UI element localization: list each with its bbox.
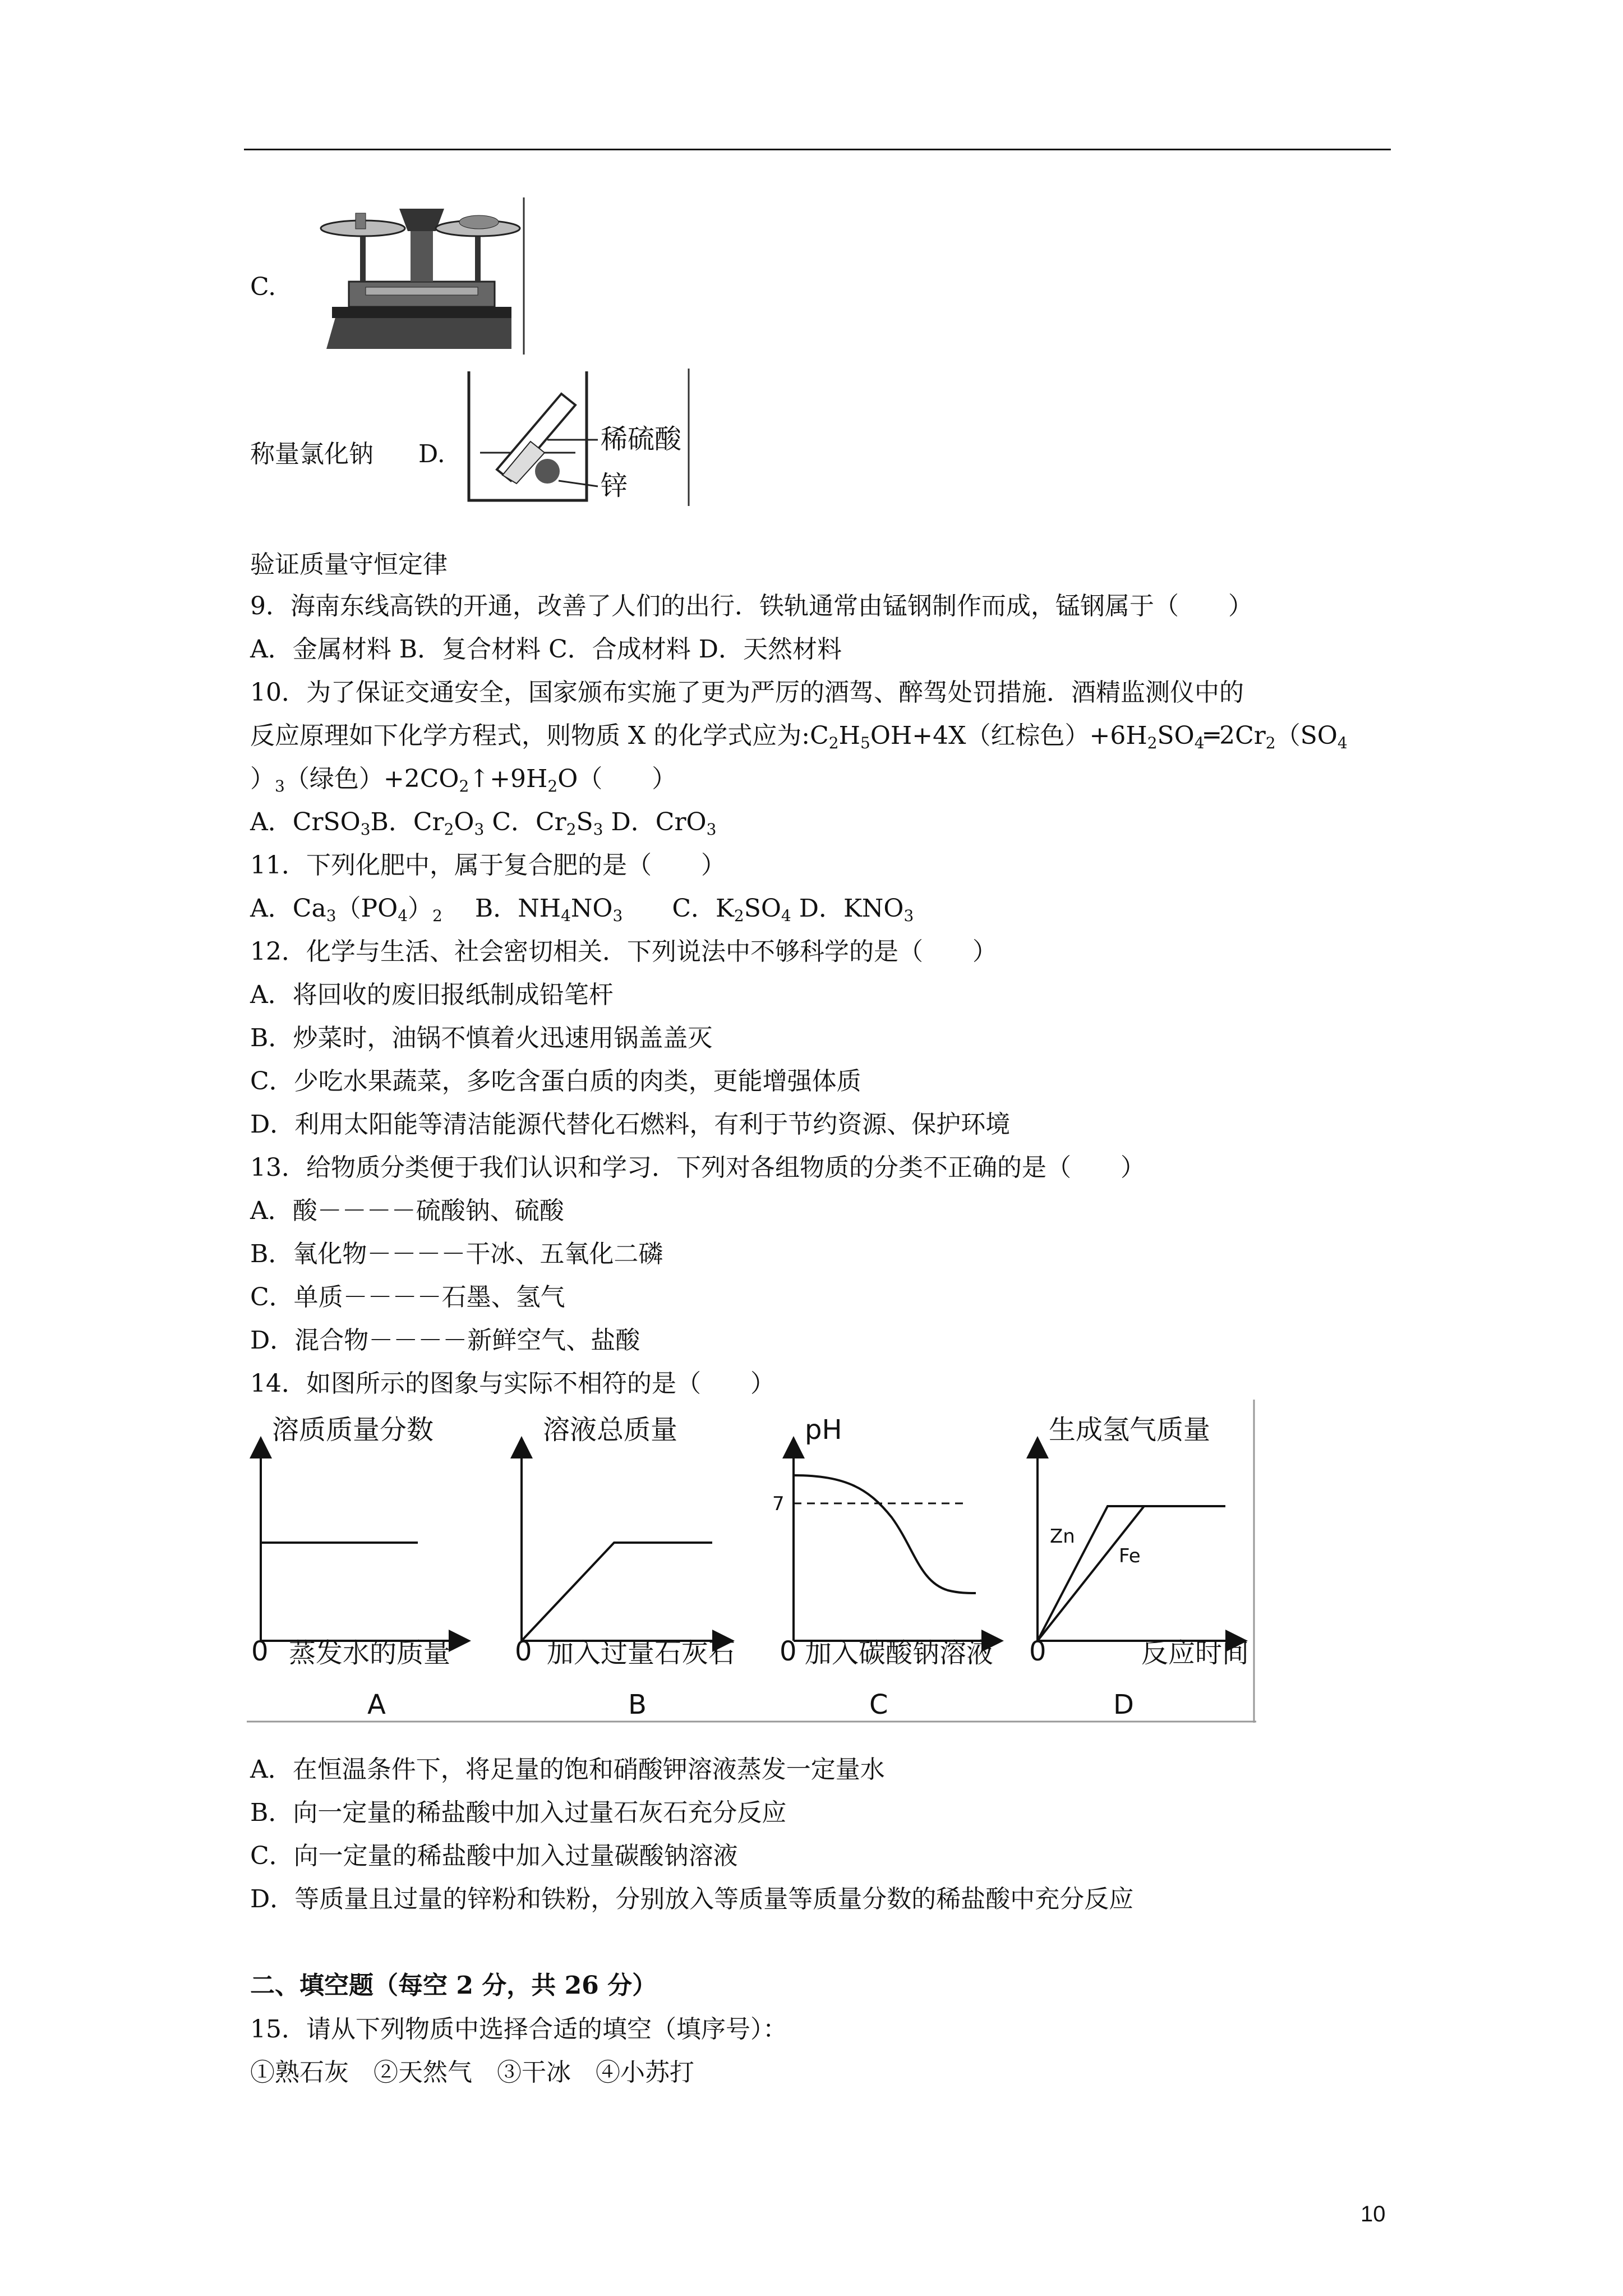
graph-c-origin: 0 bbox=[780, 1636, 797, 1667]
graph-d-letter: D bbox=[1113, 1689, 1134, 1720]
q14-option-b: B．向一定量的稀盐酸中加入过量石灰石充分反应 bbox=[250, 1798, 787, 1827]
graph-a-xlabel: 蒸发水的质量 bbox=[289, 1637, 451, 1669]
q11-options: A．$Ca_3(PO_4)_2$ B．$NH_4NO_3$ C．$K_2SO_4$ D．$KNO_3$ bbox=[250, 894, 914, 925]
graph-a-ylabel: 溶质质量分数 bbox=[272, 1414, 434, 1446]
graph-c-tick-7: 7 bbox=[772, 1493, 785, 1515]
graph-c-xlabel: 加入碳酸钠溶液 bbox=[805, 1637, 994, 1669]
graph-c-ylabel: pH bbox=[805, 1414, 842, 1446]
q10-options: A．CrSO$_3$B．$Cr_2O_3$ C．$Cr_2S_3$ D．CrO$_3$ bbox=[250, 808, 717, 839]
page-number: 10 bbox=[1361, 2202, 1386, 2226]
q12-option-c: C．少吃水果蔬菜，多吃含蛋白质的肉类，更能增强体质 bbox=[250, 1067, 861, 1096]
graph-d-series-zn: Zn bbox=[1050, 1525, 1075, 1548]
q12-option-b: B．炒菜时，油锅不慎着火迅速用锅盖盖灭 bbox=[250, 1024, 713, 1052]
q13-option-a: A．酸－－－－硫酸钠、硫酸 bbox=[250, 1197, 564, 1225]
balance-scale-image bbox=[315, 197, 528, 355]
graph-b-origin: 0 bbox=[515, 1636, 532, 1667]
q9-options: A．金属材料 B．复合材料 C．合成材料 D．天然材料 bbox=[250, 635, 842, 664]
q8-option-c-caption: 称量氯化钠 bbox=[250, 440, 374, 468]
q14-stem: 14．如图所示的图象与实际不相符的是（ ） bbox=[250, 1369, 775, 1398]
q12-stem: 12．化学与生活、社会密切相关．下列说法中不够科学的是（ ） bbox=[250, 937, 997, 966]
graph-d-xlabel: 反应时间 bbox=[1141, 1637, 1249, 1669]
graph-d-ylabel: 生成氢气质量 bbox=[1049, 1414, 1211, 1446]
q11-stem: 11．下列化肥中，属于复合肥的是（ ） bbox=[250, 851, 726, 880]
graph-b-xlabel: 加入过量石灰石 bbox=[547, 1637, 736, 1669]
q13-option-c: C．单质－－－－石墨、氢气 bbox=[250, 1283, 565, 1312]
beaker-label-zinc: 锌 bbox=[601, 470, 628, 501]
q15-stem: 15．请从下列物质中选择合适的填空（填序号）： bbox=[250, 2015, 787, 2044]
beaker-label-acid: 稀硫酸 bbox=[601, 424, 682, 455]
q13-option-d: D．混合物－－－－新鲜空气、盐酸 bbox=[250, 1326, 640, 1355]
q10-line3: ）$_3$（绿色）$+2CO_2↑+9H_2O$（ ） bbox=[250, 765, 677, 795]
q15-options: ①熟石灰 ②天然气 ③干冰 ④小苏打 bbox=[250, 2058, 694, 2087]
q14-option-d: D．等质量且过量的锌粉和铁粉，分别放入等质量等质量分数的稀盐酸中充分反应 bbox=[250, 1885, 1134, 1913]
graph-b-ylabel: 溶液总质量 bbox=[543, 1414, 678, 1446]
q13-stem: 13．给物质分类便于我们认识和学习．下列对各组物质的分类不正确的是（ ） bbox=[250, 1153, 1145, 1182]
beaker-image bbox=[463, 369, 693, 506]
q10-line1: 10．为了保证交通安全，国家颁布实施了更为严厉的酒驾、醉驾处罚措施．酒精监测仪中的 bbox=[250, 678, 1244, 707]
section2-title: 二、填空题（每空 2 分，共 26 分） bbox=[250, 1971, 657, 2000]
q12-option-a: A．将回收的废旧报纸制成铅笔杆 bbox=[250, 981, 614, 1009]
q14-option-a: A．在恒温条件下，将足量的饱和硝酸钾溶液蒸发一定量水 bbox=[250, 1755, 885, 1784]
q12-option-d: D．利用太阳能等清洁能源代替化石燃料，有利于节约资源、保护环境 bbox=[250, 1110, 1011, 1139]
graph-c-letter: C bbox=[869, 1689, 888, 1720]
q13-option-b: B．氧化物－－－－干冰、五氧化二磷 bbox=[250, 1240, 663, 1268]
q8-option-d-prefix: D. bbox=[418, 440, 445, 468]
graph-d-series-fe: Fe bbox=[1119, 1545, 1141, 1567]
graph-a-letter: A bbox=[367, 1689, 386, 1720]
q14-graphs-figure bbox=[247, 1400, 1256, 1725]
q8-option-d-caption: 验证质量守恒定律 bbox=[250, 550, 448, 579]
graph-a-origin: 0 bbox=[251, 1636, 269, 1667]
q8-option-c-prefix: C. bbox=[250, 273, 276, 301]
graph-b-letter: B bbox=[628, 1689, 647, 1720]
q10-line2: 反应原理如下化学方程式，则物质 X 的化学式应为$:C_2H_5OH+4X$（红棕色）$+6H_2SO_4═2Cr_2(SO_4$ bbox=[250, 721, 1348, 752]
graph-d-origin: 0 bbox=[1029, 1636, 1046, 1667]
q9-stem: 9．海南东线高铁的开通，改善了人们的出行．铁轨通常由锰钢制作而成，锰钢属于（ ） bbox=[250, 592, 1253, 620]
q14-option-c: C．向一定量的稀盐酸中加入过量碳酸钠溶液 bbox=[250, 1842, 738, 1870]
header-rule bbox=[244, 149, 1391, 150]
